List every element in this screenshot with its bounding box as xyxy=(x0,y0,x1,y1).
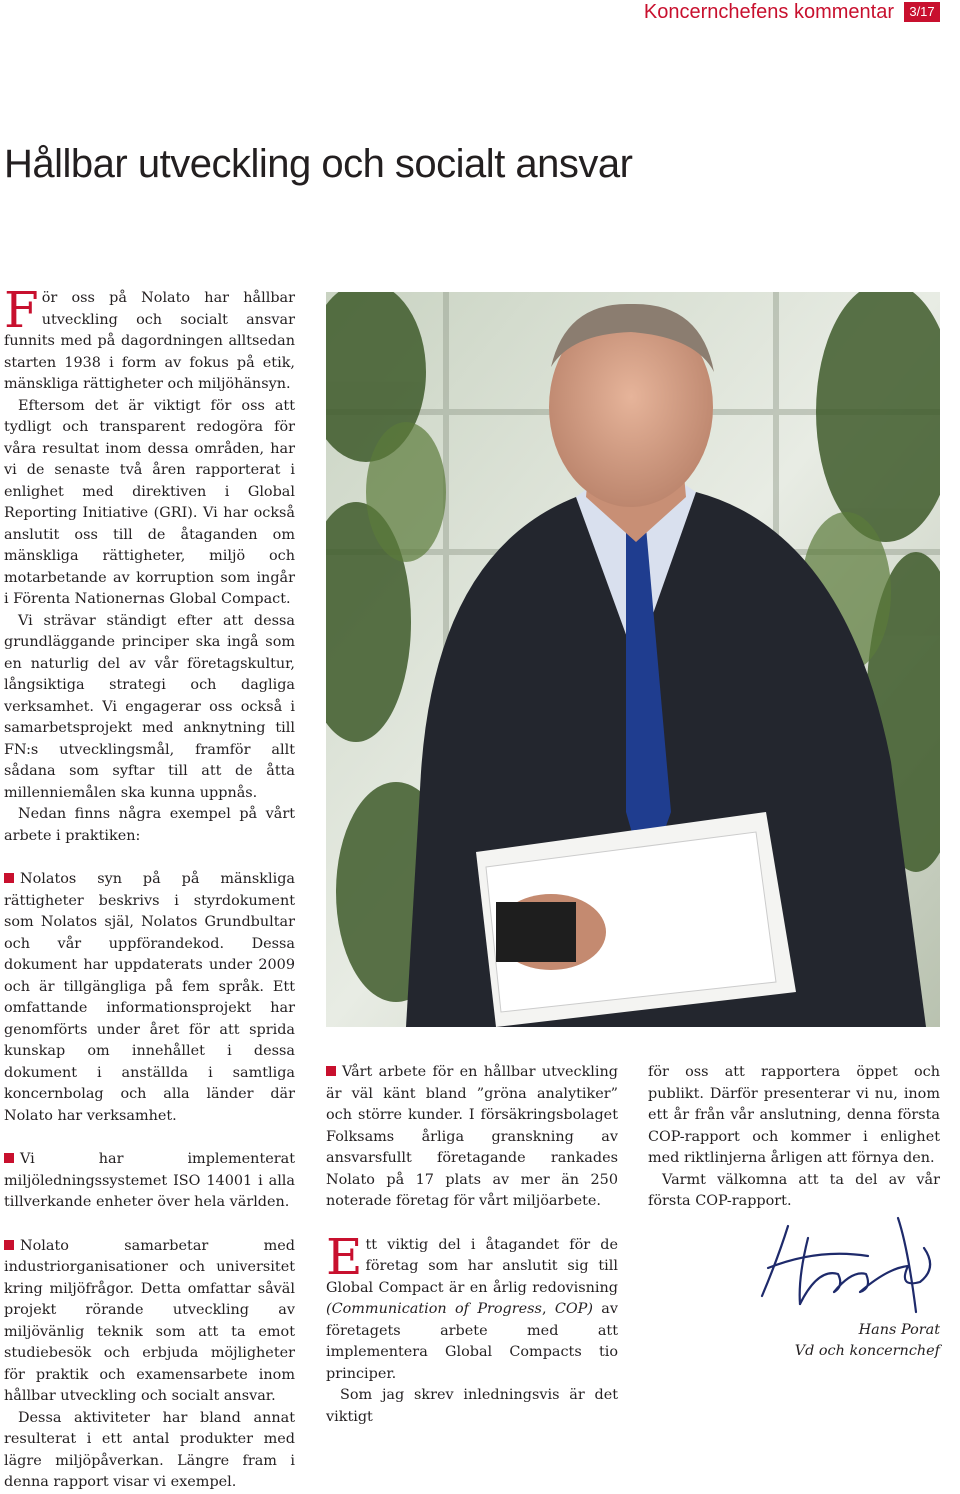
text: , xyxy=(541,1301,555,1317)
paragraph: för oss att rapportera öppet och publikt. Därför presenterar vi nu, inom ett år från vår anslutning, denna första COP-rapport och kommer i enlighet med riktlinjerna årligen att förnya den. xyxy=(648,1064,940,1166)
paragraph: Eftersom det är viktigt för oss att tydligt och transparent redogöra för våra resultat inom dessa områden, har vi de senaste två åren rapporterat i enlighet med direktiven i Global Reporting Initiative (GRI). Vi har också anslutit oss till de åtaganden om mänskliga rättigheter, miljö och motarbetande av korruption som ingår i Förenta Nationernas Global Compact. xyxy=(4,397,295,607)
ceo-portrait-photo xyxy=(326,292,940,1027)
section-title: Koncernchefens kommentar xyxy=(643,1,894,23)
intro-text: ör oss på Nolato har hållbar utveckling och socialt ansvar funnits med på dagordningen alltsedan starten 1938 i form av fokus på etik, mänskliga rättigheter och miljöhänsyn. xyxy=(4,290,295,392)
paragraph: Dessa aktiviteter har bland annat resulterat i ett antal produkter med lägre miljöpåverkan. Längre fram i denna rapport visar vi exempel. xyxy=(4,1409,295,1490)
paragraph: Vi strävar ständigt efter att dessa grundläggande principer ska ingå som en naturlig del av vår företagskultur, långsiktiga strategi och dagliga verksamhet. Vi engagerar oss också i samarbetsprojekt med anknytning till FN:s utvecklingsmål, framför allt sådana som syftar till att de åtta millenniemålen ska kunna uppnås. xyxy=(4,612,295,801)
paragraph: Varmt välkomna att ta del av vår första COP-rapport. xyxy=(648,1171,940,1209)
bullet-square-icon xyxy=(4,1240,14,1250)
bullet-paragraph xyxy=(4,869,295,1127)
drop-cap: E xyxy=(326,1227,363,1286)
page-number-badge: 3/17 xyxy=(904,2,940,22)
signature xyxy=(748,1208,948,1316)
drop-cap: F xyxy=(4,281,39,339)
signatory-title: Vd och koncernchef xyxy=(794,1343,940,1359)
emphasis: (Communication of Progress xyxy=(326,1301,542,1317)
bullet-text: Vi har implementerat miljöledningssystemet ISO 14001 i alla tillverkande enheter över hela världen. xyxy=(4,1151,295,1210)
bullet-paragraph xyxy=(326,1062,618,1213)
signatory-name: Hans Porat xyxy=(858,1322,940,1338)
bullet-text: Nolatos syn på på mänskliga rättigheter beskrivs i styrdokument som Nolatos själ, Nolatos Grundbultar och vår uppförandekod. Dessa dokument har uppdaterats under 2009 och är tillgängliga på fem språk. Ett omfattande informationsprojekt har genomförts under året för att sprida kunskap om innehållet i dessa dokument i anställda i samtliga koncernbolag och alla länder där Nolato har verksamhet. xyxy=(4,871,295,1124)
bullet-paragraph xyxy=(4,1149,295,1214)
page-title: Hållbar utveckling och socialt ansvar xyxy=(4,142,633,186)
column-1 xyxy=(4,281,295,1494)
bullet-square-icon xyxy=(4,873,14,883)
paragraph: Nedan finns några exempel på vårt arbete i praktiken: xyxy=(4,806,295,844)
handwritten-signature-icon xyxy=(748,1208,948,1316)
bullet-text: Vårt arbete för en hållbar utveckling är väl känt bland ”gröna analytiker” och större kunder. I försäkringsbolaget Folksams årliga granskning av ansvarsfullt företagande rankades Nolato på 17 plats av mer än 250 noterade företag för vårt miljöarbete. xyxy=(326,1064,618,1209)
text: av företagets arbete med att implementera Global Compacts tio principer. xyxy=(326,1301,618,1382)
column-3 xyxy=(648,1062,940,1213)
bullet-text: Nolato samarbetar med industriorganisationer och universitet kring miljöfrågor. Detta omfattar såväl projekt rörande utveckling av miljövänlig teknik som att ta emot studiebesök och erbjuda möjligheter för praktik och examensarbete inom hållbar utveckling och socialt ansvar. xyxy=(4,1237,295,1404)
paragraph: Som jag skrev inledningsvis är det viktigt xyxy=(326,1387,618,1425)
intro-paragraph xyxy=(4,281,295,396)
column-2 xyxy=(326,1062,618,1428)
emphasis: COP) xyxy=(554,1301,593,1317)
bullet-square-icon xyxy=(326,1066,336,1076)
text: tt viktig del i åtagandet för de företag som har anslutit sig till Global Compact är en årlig redovisning xyxy=(326,1236,618,1296)
bullet-paragraph xyxy=(4,1236,295,1408)
paragraph xyxy=(326,1227,618,1386)
bullet-square-icon xyxy=(4,1153,14,1163)
